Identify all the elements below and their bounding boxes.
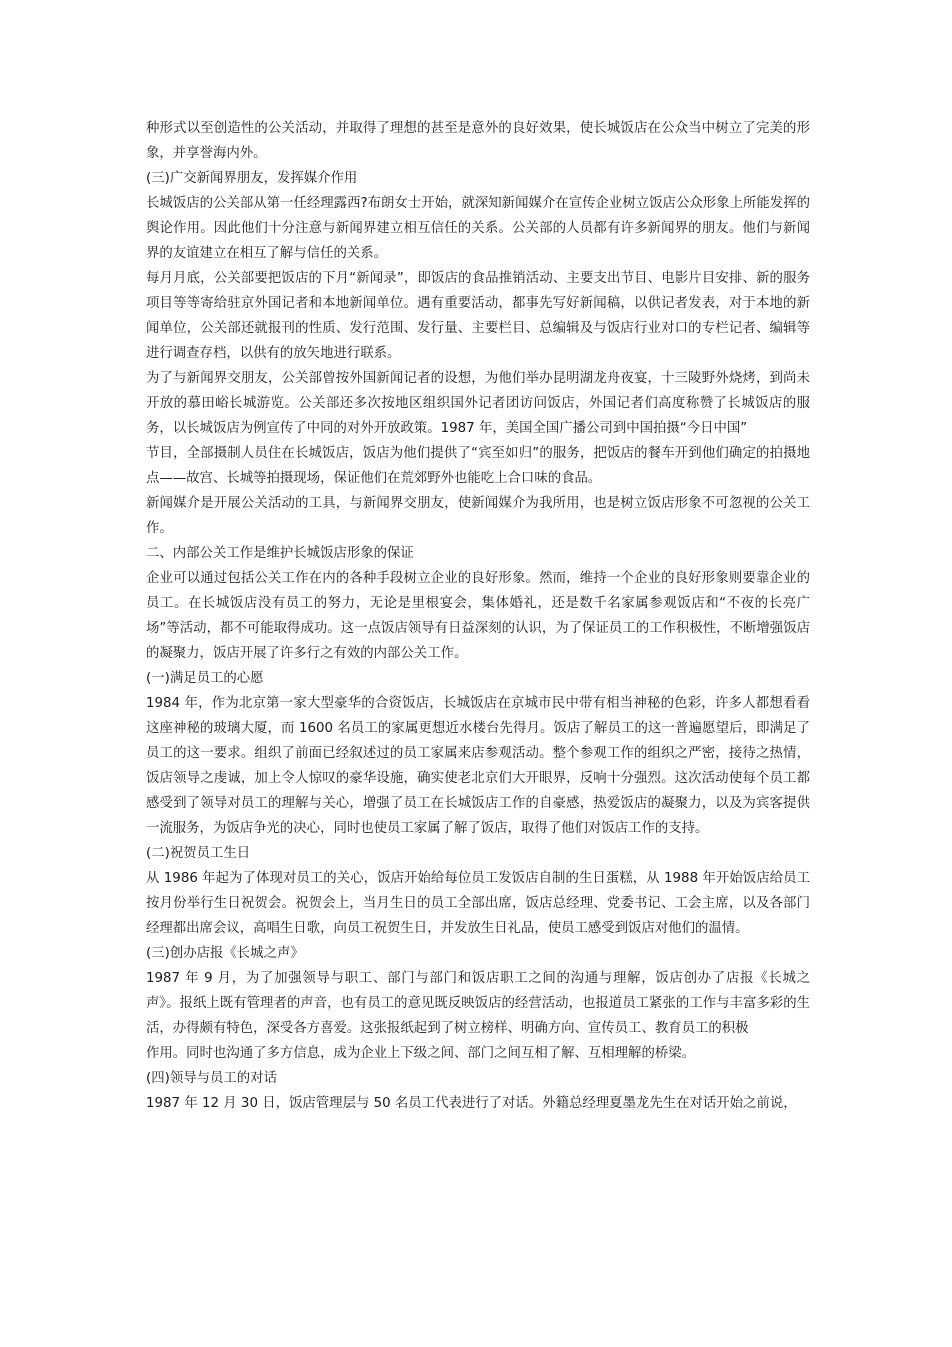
paragraph: 企业可以通过包括公关工作在内的各种手段树立企业的良好形象。然而，维持一个企业的良好形象则要靠企业的员工。在长城饭店没有员工的努力，无论是里根宴会，集体婚礼，还是数千名家属参观饭店和“不夜的长亮广场”等活动，都不可能取得成功。这一点饭店领导有日益深刻的认识，为了保证员工的工作积极性，不断增强饭店的凝聚力，饭店开展了许多行之有效的内部公关工作。 [146,571,810,661]
paragraph: 每月月底，公关部要把饭店的下月“新闻录”，即饭店的食品推销活动、主要支出节目、电影片目安排、新的服务项目等等寄给驻京外国记者和本地新闻单位。遇有重要活动，都事先写好新闻稿，以供记者发表，对于本地的新闻单位，公关部还就报刊的性质、发行范围、发行量、主要栏目、总编辑及与饭店行业对口的专栏记者、编辑等进行调查存档，以供有的放矢地进行联系。 [146,271,810,361]
paragraph: 1987 年 12 月 30 日，饭店管理层与 50 名员工代表进行了对话。外籍总经理夏墨龙先生在对话开始之前说， [146,1096,797,1111]
paragraph: 节目，全部摄制人员住在长城饭店，饭店为他们提供了“宾至如归”的服务，把饭店的餐车开到他们确定的拍摄地点——故宫、长城等拍摄现场，保证他们在荒郊野外也能吃上合口味的食品。 [146,446,810,486]
section-heading: (二)祝贺员工生日 [146,846,251,861]
paragraph: 长城饭店的公关部从第一任经理露西?布朗女士开始，就深知新闻媒介在宣传企业树立饭店公众形象上所能发挥的舆论作用。因此他们十分注意与新闻界建立相互信任的关系。公关部的人员都有许多新闻界的朋友。他们与新闻界的友谊建立在相互了解与信任的关系。 [146,196,810,261]
paragraph: 新闻媒介是开展公关活动的工具，与新闻界交朋友，使新闻媒介为我所用，也是树立饭店形象不可忽视的公关工作。 [146,496,810,536]
paragraph: 为了与新闻界交朋友，公关部曾按外国新闻记者的设想，为他们举办昆明湖龙舟夜宴，十三陵野外烧烤，到尚未开放的慕田峪长城游览。公关部还多次按地区组织国外记者团访问饭店，外国记者们高度称赞了长城饭店的服务，以长城饭店为例宣传了中同的对外开放政策。1987 年，美国全国广播公司到中国拍摄“今日中国” [146,371,810,436]
section-heading: (三)创办店报《长城之声》 [146,946,304,961]
paragraph: 1987 年 9 月，为了加强领导与职工、部门与部门和饭店职工之间的沟通与理解，饭店创办了店报《长城之声》。报纸上既有管理者的声音，也有员工的意见既反映饭店的经营活动，也报道员工紧张的工作与丰富多彩的生活，办得颇有特色，深受各方喜爱。这张报纸起到了树立榜样、明确方向、宣传员工、教育员工的积极 [146,971,810,1036]
paragraph: 作用。同时也沟通了多方信息，成为企业上下级之间、部门之间互相了解、互相理解的桥梁。 [146,1046,696,1061]
section-heading: (三)广交新闻界朋友，发挥媒介作用 [146,171,358,186]
section-heading: 二、内部公关工作是维护长城饭店形象的保证 [146,546,414,561]
paragraph: 1984 年，作为北京第一家大型豪华的合资饭店，长城饭店在京城市民中带有相当神秘的色彩，许多人都想看看这座神秘的玻璃大厦，而 1600 名员工的家属更想近水楼台先得月。饭店了解员工的这一普遍愿望后，即满足了员工的这一要求。组织了前面已经叙述过的员工家属来店参观活动。整个参观工作的组织之严密，接待之热情，饭店领导之虔诚，加上令人惊叹的豪华设施，确实使老北京们大开眼界，反响十分强烈。这次活动使每个员工都感受到了领导对员工的理解与关心，增强了员工在长城饭店工作的自豪感，热爱饭店的凝聚力，以及为宾客提供一流服务，为饭店争光的决心，同时也使员工家属了解了饭店，取得了他们对饭店工作的支持。 [146,696,810,836]
document-body [146,116,810,1116]
section-heading: (四)领导与员工的对话 [146,1071,277,1086]
paragraph: 种形式以至创造性的公关活动，并取得了理想的甚至是意外的良好效果，使长城饭店在公众当中树立了完美的形象，并享誉海内外。 [146,121,810,161]
section-heading: (一)满足员工的心愿 [146,671,264,686]
paragraph: 从 1986 年起为了体现对员工的关心，饭店开始给每位员工发饭店自制的生日蛋糕，从 1988 年开始饭店给员工按月份举行生日祝贺会。祝贺会上，当月生日的员工全部出席，饭店总经理、党委书记、工会主席，以及各部门经理都出席会议，高唱生日歌，向员工祝贺生日，并发放生日礼品，使员工感受到饭店对他们的温情。 [146,871,810,936]
